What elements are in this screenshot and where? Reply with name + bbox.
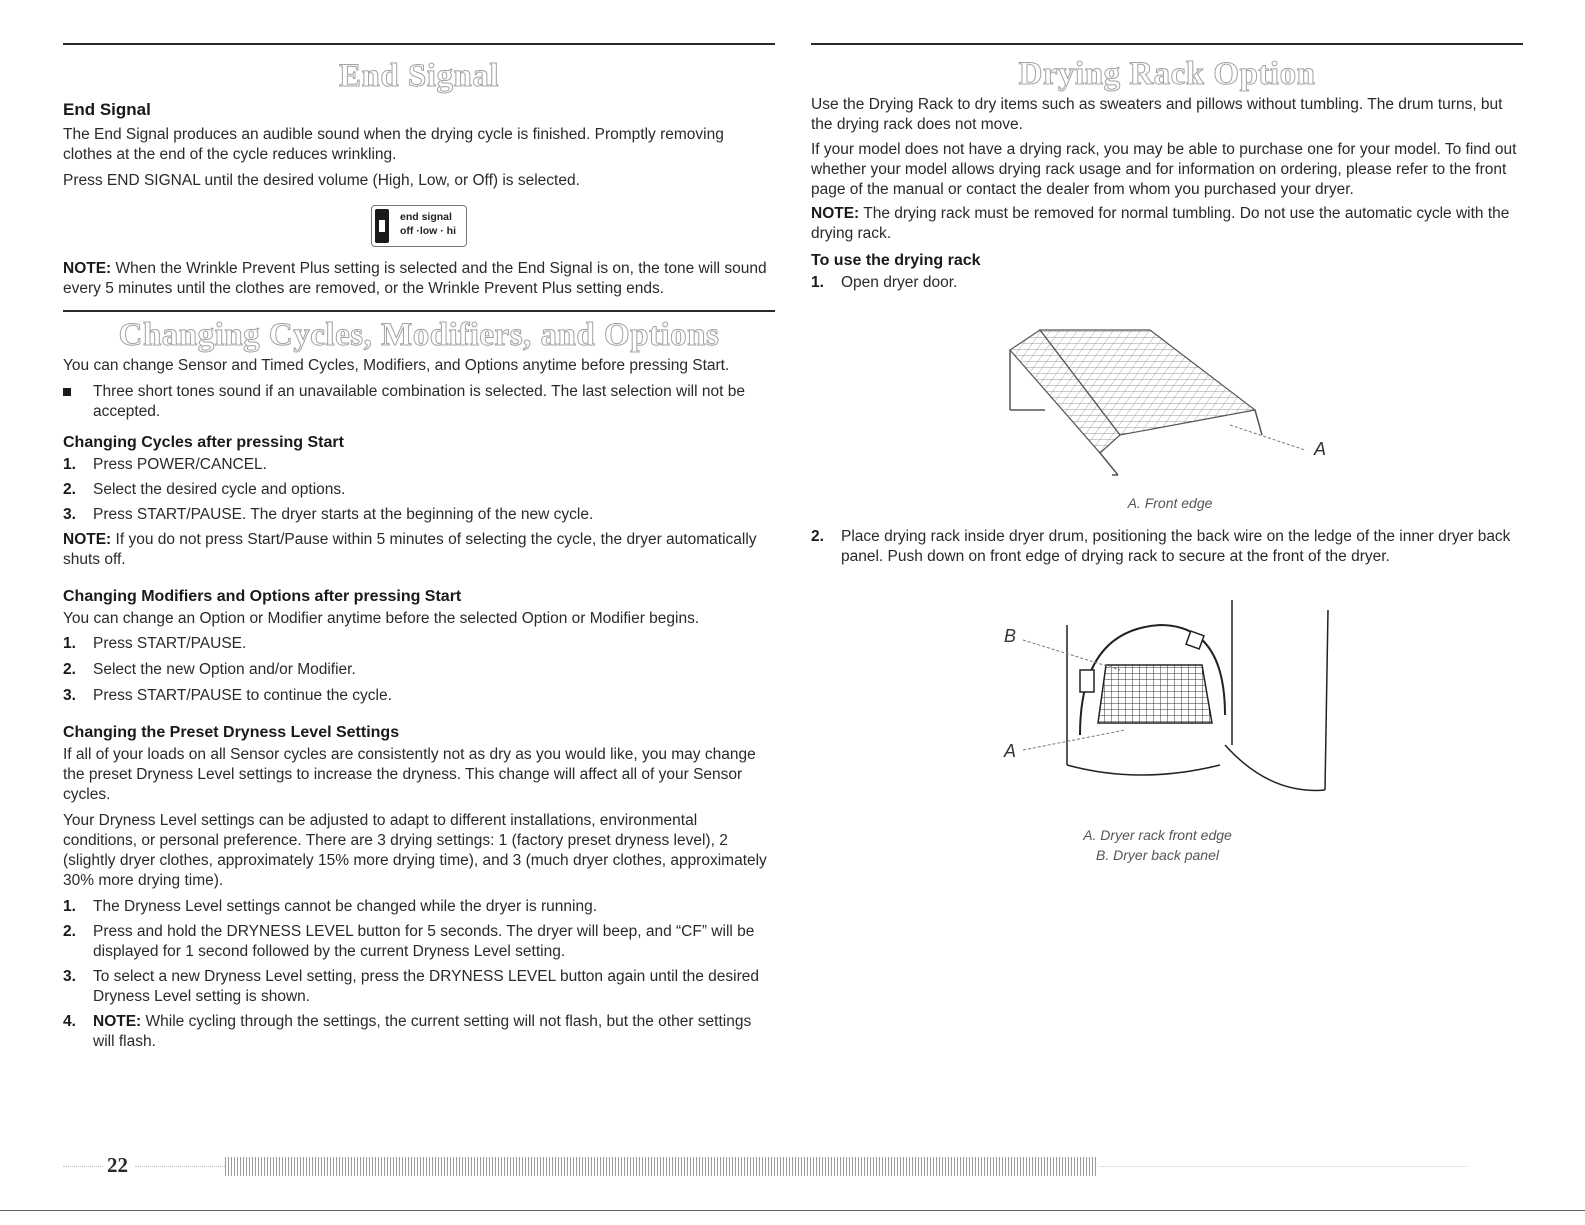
list-item: 1. Press START/PAUSE. <box>63 635 247 652</box>
rack-paragraph-2: If your model does not have a drying rack, you may be able to purchase one for your model. To find out whether your model allows drying rack usage and for information on ordering, please refer to the front page of the manual or contact the dealer from whom you purchased your dryer. <box>811 141 1517 198</box>
list-item: 1. Press POWER/CANCEL. <box>63 456 267 473</box>
note-text: When the Wrinkle Prevent Plus setting is selected and the End Signal is on, the tone will sound every 5 minutes until the clothes are removed, or the Wrinkle Prevent Plus setting ends. <box>63 260 767 297</box>
end-signal-paragraph: The End Signal produces an audible sound when the drying cycle is finished. Promptly removing clothes at the end of the cycle reduces wrinkling. <box>63 126 724 163</box>
cycles-steps <box>63 455 775 525</box>
dryness-heading: Changing the Preset Dryness Level Settings <box>63 724 400 741</box>
dryness-paragraph-1: If all of your loads on all Sensor cycles are consistently not as dry as you would like, you may change the preset Dryness Level settings to increase the dryness. This change will affect all of your Sensor cycles. <box>63 746 756 803</box>
cycles-heading: Changing Cycles after pressing Start <box>63 434 344 451</box>
list-item: 1. The Dryness Level settings cannot be changed while the dryer is running. <box>63 898 598 915</box>
section-rule <box>811 43 1523 45</box>
left-column <box>63 0 775 1052</box>
end-signal-note <box>63 259 775 299</box>
rack-step-2 <box>811 527 1523 567</box>
rack-in-drum <box>1098 665 1212 723</box>
end-signal-subtitle: End Signal <box>63 100 151 119</box>
dryer-drum-figure <box>1020 595 1340 820</box>
button-label-top: end signal <box>400 211 452 223</box>
callout-line <box>1230 425 1305 450</box>
fig1-label-a: A <box>1314 439 1327 459</box>
changing-title: Changing Cycles, Modifiers, and Options <box>118 317 720 353</box>
section-rule <box>63 310 775 312</box>
rack-note: NOTE: The drying rack must be removed for normal tumbling. Do not use the automatic cycle with the drying rack. <box>811 205 1510 242</box>
bullet-square-icon <box>63 388 71 396</box>
button-label-bottom: off ·low · hi <box>400 225 456 237</box>
modifiers-steps <box>63 634 775 706</box>
rack-paragraph-1: Use the Drying Rack to dry items such as sweaters and pillows without tumbling. The drum turns, but the drying rack does not move. <box>811 96 1503 133</box>
rack-step-1 <box>811 273 1523 293</box>
list-item: 1. Open dryer door. <box>811 274 958 291</box>
list-item: 4. NOTE: While cycling through the settings, the current setting will not flash, but the other settings will flash. <box>63 1013 752 1050</box>
modifiers-intro: You can change an Option or Modifier anytime before the selected Option or Modifier begins. <box>63 610 700 627</box>
rack-use-heading: To use the drying rack <box>811 252 981 269</box>
list-item: 2. Select the new Option and/or Modifier. <box>63 661 356 678</box>
end-signal-instruction: Press END SIGNAL until the desired volume (High, Low, or Off) is selected. <box>63 172 580 189</box>
list-item: 2. Place drying rack inside dryer drum, positioning the back wire on the ledge of the inner dryer back panel. Push down on front edge of drying rack to secure at the front of the dryer. <box>811 528 1511 565</box>
button-indicator-icon <box>375 209 389 243</box>
bottom-rule <box>0 1210 1585 1211</box>
drying-rack-figure <box>1000 325 1340 485</box>
list-item: 3. To select a new Dryness Level setting, press the DRYNESS LEVEL button again until the desired Dryness Level setting is shown. <box>63 968 760 1005</box>
page-footer <box>63 1153 1468 1177</box>
list-item: 2. Select the desired cycle and options. <box>63 481 346 498</box>
changing-intro: You can change Sensor and Timed Cycles, Modifiers, and Options anytime before pressing Start. <box>63 357 730 374</box>
changing-bullets <box>63 382 775 422</box>
section-rule <box>63 43 775 45</box>
page-number: 22 <box>107 1153 128 1177</box>
fig1-caption: A. Front edge <box>1127 495 1213 511</box>
end-signal-button-illustration <box>371 205 467 247</box>
fig2-label-b: B <box>1004 626 1017 646</box>
fig2-caption-b: B. Dryer back panel <box>1096 847 1219 863</box>
dryness-paragraph-2: Your Dryness Level settings can be adjusted to adapt to different installations, environmental conditions, or personal preference. There are 3 drying settings: 1 (factory preset dryness level), 2 (slightly dryer clothes, approximately 15% more drying time), and 3 (much dryer clothes, approximately 30% more drying time). <box>63 812 767 889</box>
end-signal-title: End Signal <box>338 58 499 94</box>
footer-bar <box>225 1157 1097 1176</box>
cycles-note: NOTE: If you do not press Start/Pause within 5 minutes of selecting the cycle, the dryer automatically shuts off. <box>63 531 757 568</box>
dryness-steps <box>63 897 775 1052</box>
list-item: 3. Press START/PAUSE to continue the cycle. <box>63 687 392 704</box>
fig2-label-a: A <box>1004 741 1017 761</box>
note-label: NOTE: <box>63 260 112 277</box>
list-item: 3. Press START/PAUSE. The dryer starts at the beginning of the new cycle. <box>63 506 594 523</box>
modifiers-heading: Changing Modifiers and Options after pressing Start <box>63 588 462 605</box>
right-column <box>811 0 1523 293</box>
list-item: Three short tones sound if an unavailable combination is selected. The last selection will not be accepted. <box>63 382 775 422</box>
list-item: 2. Press and hold the DRYNESS LEVEL button for 5 seconds. The dryer will beep, and “CF” will be displayed for 1 second followed by the current Dryness Level setting. <box>63 923 755 960</box>
rack-title: Drying Rack Option <box>1018 56 1316 92</box>
fig2-caption-a: A. Dryer rack front edge <box>1083 827 1232 843</box>
